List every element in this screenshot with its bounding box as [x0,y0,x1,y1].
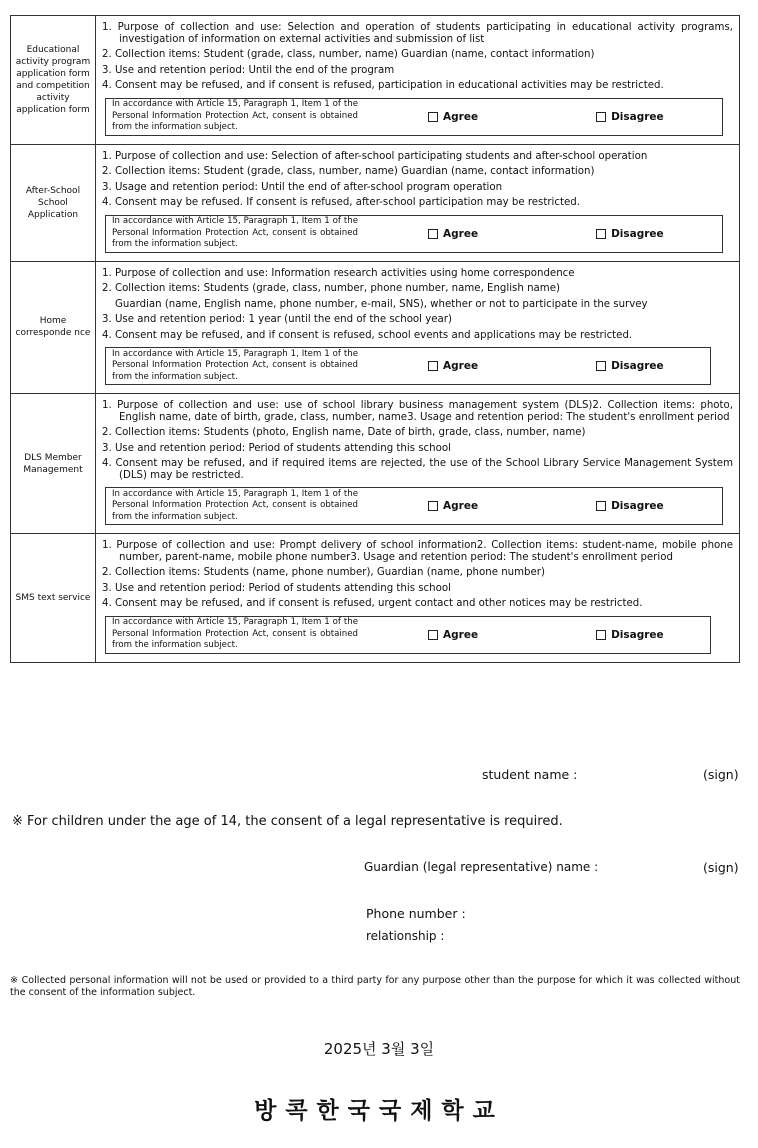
agree-option[interactable] [428,500,478,512]
checkbox-icon[interactable] [428,501,438,511]
agree-label: Agree [443,227,479,240]
checkbox-icon[interactable] [428,229,438,239]
consent-box [105,215,723,253]
checkbox-icon[interactable] [428,361,438,371]
section-body [96,394,740,534]
law-text: In accordance with Article 15, Paragraph 1, Item 1 of the Personal Information Protection Act, consent is obtained from the information subject. [112,99,358,133]
privacy-disclaimer: ※ Collected personal information will not be used or provided to a third party for any purpose other than the purpose for which it was collected without the consent of the information subject. [10,975,740,998]
section-item: 4. Consent may be refused. If consent is refused, after-school participation may be restricted. [102,197,580,208]
section-item: 4. Consent may be refused, and if consent is refused, participation in educational activities may be restricted. [102,80,664,91]
law-text: In accordance with Article 15, Paragraph 1, Item 1 of the Personal Information Protection Act, consent is obtained from the information subject. [112,617,358,651]
disagree-option[interactable] [596,500,664,512]
student-sign-label: (sign) [703,767,739,782]
section-item: 2. Collection items: Students (name, phone number), Guardian (name, phone number) [102,567,545,578]
section-item: 3. Use and retention period: 1 year (until the end of the school year) [102,314,452,325]
section-item: 3. Usage and retention period: Until the end of after-school program operation [102,181,503,193]
checkbox-icon[interactable] [428,112,438,122]
agree-label: Agree [443,628,479,641]
section-body [96,144,740,261]
section-body [96,261,740,394]
consent-box [105,347,711,385]
disagree-label: Disagree [611,628,664,641]
agree-label: Agree [443,110,479,123]
section-body [96,534,740,663]
agree-option[interactable] [428,111,478,123]
section-item: 3. Use and retention period: Until the end of the program [102,64,395,76]
section-item: 2. Collection items: Students (photo, English name, Date of birth, grade, class, number, name) [102,427,586,438]
under14-notice: ※ For children under the age of 14, the consent of a legal representative is required. [12,814,563,829]
consent-section-sms [11,534,740,663]
checkbox-icon[interactable] [596,630,606,640]
section-item: Guardian (name, English name, phone number, e-mail, SNS), whether or not to participate in the survey [115,298,648,310]
section-item: 1. Purpose of collection and use: Selection and operation of students participating in educational activity programs, investigation of information on external activities and submission of list [102,22,733,45]
agree-label: Agree [443,500,479,512]
checkbox-icon[interactable] [596,229,606,239]
consent-section-home-correspondence [11,261,740,394]
section-category: SMS text service [11,534,96,663]
guardian-sign-label: (sign) [703,860,739,875]
section-item: 3. Use and retention period: Period of students attending this school [102,442,451,454]
disagree-label: Disagree [611,500,664,512]
disagree-label: Disagree [611,110,664,123]
disagree-option[interactable] [596,360,664,372]
section-item: 1. Purpose of collection and use: use of school library business management system (DLS)2. Collection items: photo, English name, date of birth, grade, class, number, name3. Usage and retention period: The student's enrollment period [102,400,733,423]
law-text: In accordance with Article 15, Paragraph 1, Item 1 of the Personal Information Protection Act, consent is obtained from the information subject. [112,488,358,522]
section-item: 4. Consent may be refused, and if consent is refused, school events and applications may be restricted. [102,329,633,341]
section-body [96,16,740,145]
section-item: 3. Use and retention period: Period of students attending this school [102,582,451,594]
consent-section-after-school [11,144,740,261]
section-item: 1. Purpose of collection and use: Selection of after-school participating students and after-school operation [102,150,648,162]
consent-section-educational [11,16,740,145]
section-item: 2. Collection items: Students (grade, class, number, phone number, name, English name) [102,283,560,294]
disagree-option[interactable] [596,629,664,641]
consent-box [105,616,711,654]
consent-box [105,98,723,136]
school-name: 방콕한국국제학교 [254,1098,504,1124]
agree-label: Agree [443,360,479,372]
consent-table [10,15,740,663]
section-item: 4. Consent may be refused, and if required items are rejected, the use of the School Library Service Management System (DLS) may be restricted. [102,458,733,481]
phone-number-label: Phone number : [366,906,466,921]
section-category: Home corresponde nce [11,261,96,394]
relationship-label: relationship : [366,929,445,943]
checkbox-icon[interactable] [596,112,606,122]
section-item: 1. Purpose of collection and use: Information research activities using home correspondence [102,267,575,279]
student-name-label: student name : [482,767,578,782]
law-text: In accordance with Article 15, Paragraph 1, Item 1 of the Personal Information Protection Act, consent is obtained from the information subject. [112,348,358,382]
disagree-label: Disagree [611,227,664,240]
section-item: 1. Purpose of collection and use: Prompt delivery of school information2. Collection items: student-name, mobile phone number, parent-name, mobile phone number3. Usage and retention period: The student's enrollment period [102,540,733,563]
agree-option[interactable] [428,360,478,372]
section-item: 2. Collection items: Student (grade, class, number, name) Guardian (name, contact information) [102,166,595,177]
checkbox-icon[interactable] [596,361,606,371]
guardian-name-label: Guardian (legal representative) name : [364,860,599,874]
section-category: DLS Member Management [11,394,96,534]
disagree-option[interactable] [596,228,664,240]
disagree-option[interactable] [596,111,664,123]
law-text: In accordance with Article 15, Paragraph 1, Item 1 of the Personal Information Protection Act, consent is obtained from the information subject. [112,216,358,250]
consent-section-dls [11,394,740,534]
section-item: 2. Collection items: Student (grade, class, number, name) Guardian (name, contact information) [102,49,595,60]
disagree-label: Disagree [611,360,664,372]
document-date: 2025년 3월 3일 [323,1040,435,1058]
section-category: Educational activity program application form and competition activity application form [11,16,96,145]
consent-box [105,487,723,525]
agree-option[interactable] [428,228,478,240]
agree-option[interactable] [428,629,478,641]
checkbox-icon[interactable] [596,501,606,511]
section-item: 4. Consent may be refused, and if consent is refused, urgent contact and other notices may be restricted. [102,598,643,609]
section-category: After-School School Application [11,144,96,261]
checkbox-icon[interactable] [428,630,438,640]
